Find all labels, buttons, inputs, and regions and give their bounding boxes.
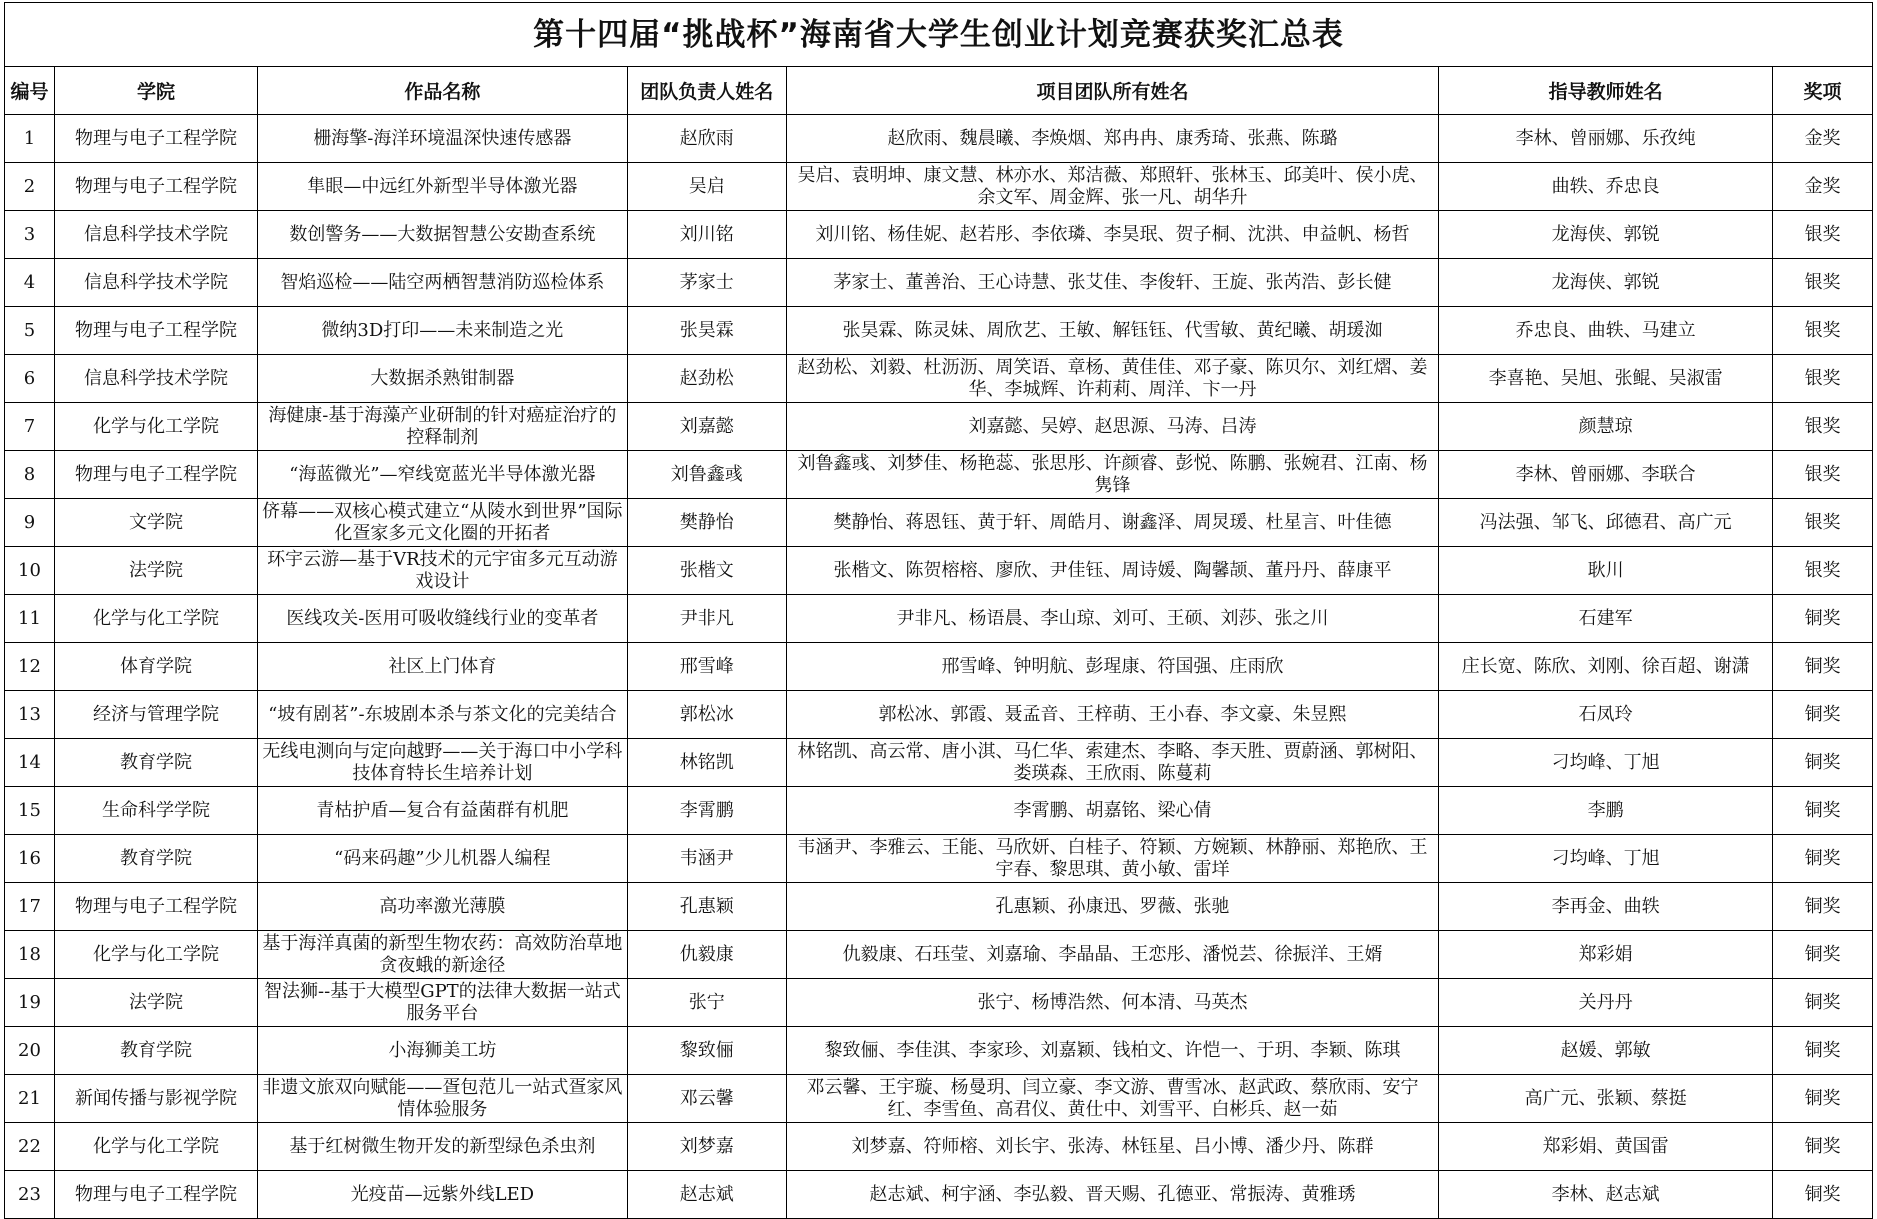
cell-team-members: 邢雪峰、钟明航、彭瑆康、符国强、庄雨欣 <box>786 643 1438 691</box>
cell-team-leader: 黎致俪 <box>627 1027 786 1075</box>
cell-award: 铜奖 <box>1773 979 1873 1027</box>
cell-college: 文学院 <box>54 499 257 547</box>
cell-number: 19 <box>5 979 55 1027</box>
cell-advisors: 乔忠良、曲轶、马建立 <box>1439 307 1773 355</box>
cell-advisors: 龙海侠、郭锐 <box>1439 211 1773 259</box>
cell-advisors: 龙海侠、郭锐 <box>1439 259 1773 307</box>
cell-team-members: 张宁、杨博浩然、何本清、马英杰 <box>786 979 1438 1027</box>
cell-team-leader: 赵志斌 <box>627 1171 786 1219</box>
cell-college: 物理与电子工程学院 <box>54 1171 257 1219</box>
cell-award: 金奖 <box>1773 115 1873 163</box>
cell-college: 化学与化工学院 <box>54 403 257 451</box>
cell-college: 物理与电子工程学院 <box>54 307 257 355</box>
cell-advisors: 高广元、张颖、蔡挺 <box>1439 1075 1773 1123</box>
cell-team-leader: 刘鲁鑫彧 <box>627 451 786 499</box>
cell-advisors: 李林、赵志斌 <box>1439 1171 1773 1219</box>
cell-team-leader: 郭松冰 <box>627 691 786 739</box>
cell-project-name: 基于海洋真菌的新型生物农药：高效防治草地贪夜蛾的新途径 <box>258 931 628 979</box>
cell-team-members: 茅家士、董善治、王心诗慧、张艾佳、李俊轩、王旋、张芮浩、彭长健 <box>786 259 1438 307</box>
cell-team-leader: 孔惠颖 <box>627 883 786 931</box>
table-row <box>5 163 1873 211</box>
cell-project-name: 高功率激光薄膜 <box>258 883 628 931</box>
table-row <box>5 739 1873 787</box>
cell-number: 9 <box>5 499 55 547</box>
cell-project-name: 栅海擎-海洋环境温深快速传感器 <box>258 115 628 163</box>
cell-team-leader: 张昊霖 <box>627 307 786 355</box>
header-college: 学院 <box>54 67 257 115</box>
header-team-members: 项目团队所有姓名 <box>786 67 1438 115</box>
cell-team-members: 张楷文、陈贺榕榕、廖欣、尹佳钰、周诗媛、陶馨颉、董丹丹、薛康平 <box>786 547 1438 595</box>
cell-college: 法学院 <box>54 547 257 595</box>
cell-team-members: 赵志斌、柯宇涵、李弘毅、晋天赐、孔德亚、常振涛、黄雅琇 <box>786 1171 1438 1219</box>
cell-college: 信息科学技术学院 <box>54 355 257 403</box>
cell-project-name: 隼眼—中远红外新型半导体激光器 <box>258 163 628 211</box>
cell-team-members: 赵欣雨、魏晨曦、李焕烟、郑冉冉、康秀琦、张燕、陈璐 <box>786 115 1438 163</box>
cell-project-name: 医线攻关-医用可吸收缝线行业的变革者 <box>258 595 628 643</box>
cell-advisors: 关丹丹 <box>1439 979 1773 1027</box>
cell-team-members: 赵劲松、刘毅、杜沥沥、周笑语、章杨、黄佳佳、邓子豪、陈贝尔、刘红熠、姜华、李城辉、许莉莉、周洋、卞一丹 <box>786 355 1438 403</box>
cell-college: 新闻传播与影视学院 <box>54 1075 257 1123</box>
cell-number: 5 <box>5 307 55 355</box>
cell-award: 银奖 <box>1773 451 1873 499</box>
cell-college: 化学与化工学院 <box>54 1123 257 1171</box>
cell-advisors: 冯法强、邹飞、邱德君、高广元 <box>1439 499 1773 547</box>
table-row <box>5 979 1873 1027</box>
sheet-title: 第十四届“挑战杯”海南省大学生创业计划竞赛获奖汇总表 <box>4 2 1873 66</box>
table-row <box>5 403 1873 451</box>
cell-number: 14 <box>5 739 55 787</box>
cell-award: 铜奖 <box>1773 691 1873 739</box>
cell-team-leader: 茅家士 <box>627 259 786 307</box>
table-row <box>5 115 1873 163</box>
header-number: 编号 <box>5 67 55 115</box>
cell-team-members: 林铭凯、高云常、唐小淇、马仁华、索建杰、李略、李天胜、贾蔚涵、郭树阳、娄瑛森、王欣雨、陈蔓莉 <box>786 739 1438 787</box>
cell-award: 铜奖 <box>1773 739 1873 787</box>
cell-number: 16 <box>5 835 55 883</box>
cell-award: 银奖 <box>1773 499 1873 547</box>
cell-advisors: 刁均峰、丁旭 <box>1439 739 1773 787</box>
cell-award: 银奖 <box>1773 355 1873 403</box>
cell-team-members: 仇毅康、石珏莹、刘嘉瑜、李晶晶、王恋彤、潘悦芸、徐振洋、王婿 <box>786 931 1438 979</box>
cell-project-name: 智焰巡检——陆空两栖智慧消防巡检体系 <box>258 259 628 307</box>
cell-team-members: 刘川铭、杨佳妮、赵若彤、李依璘、李昊珉、贺子桐、沈洪、申益帆、杨哲 <box>786 211 1438 259</box>
cell-number: 21 <box>5 1075 55 1123</box>
cell-advisors: 李鹏 <box>1439 787 1773 835</box>
cell-award: 铜奖 <box>1773 883 1873 931</box>
table-row <box>5 1075 1873 1123</box>
cell-team-members: 刘嘉懿、吴婷、赵思源、马涛、吕涛 <box>786 403 1438 451</box>
cell-number: 10 <box>5 547 55 595</box>
cell-project-name: 社区上门体育 <box>258 643 628 691</box>
table-row <box>5 499 1873 547</box>
cell-number: 4 <box>5 259 55 307</box>
cell-number: 3 <box>5 211 55 259</box>
cell-advisors: 李林、曾丽娜、李联合 <box>1439 451 1773 499</box>
cell-number: 8 <box>5 451 55 499</box>
cell-number: 12 <box>5 643 55 691</box>
cell-advisors: 郑彩娟、黄国雷 <box>1439 1123 1773 1171</box>
cell-project-name: 青枯护盾—复合有益菌群有机肥 <box>258 787 628 835</box>
header-project-name: 作品名称 <box>258 67 628 115</box>
table-row <box>5 595 1873 643</box>
cell-college: 信息科学技术学院 <box>54 259 257 307</box>
cell-number: 17 <box>5 883 55 931</box>
table-row <box>5 451 1873 499</box>
cell-advisors: 李林、曾丽娜、乐孜纯 <box>1439 115 1773 163</box>
cell-team-leader: 刘川铭 <box>627 211 786 259</box>
table-row <box>5 931 1873 979</box>
cell-award: 铜奖 <box>1773 1027 1873 1075</box>
cell-team-leader: 尹非凡 <box>627 595 786 643</box>
cell-advisors: 耿川 <box>1439 547 1773 595</box>
cell-award: 银奖 <box>1773 211 1873 259</box>
table-row <box>5 547 1873 595</box>
cell-award: 铜奖 <box>1773 835 1873 883</box>
header-row <box>5 67 1873 115</box>
cell-advisors: 曲轶、乔忠良 <box>1439 163 1773 211</box>
cell-college: 信息科学技术学院 <box>54 211 257 259</box>
header-advisors: 指导教师姓名 <box>1439 67 1773 115</box>
cell-advisors: 颜慧琼 <box>1439 403 1773 451</box>
cell-college: 教育学院 <box>54 739 257 787</box>
cell-number: 2 <box>5 163 55 211</box>
cell-project-name: 数创警务——大数据智慧公安勘查系统 <box>258 211 628 259</box>
table-row <box>5 1171 1873 1219</box>
cell-project-name: 大数据杀熟钳制器 <box>258 355 628 403</box>
cell-college: 物理与电子工程学院 <box>54 883 257 931</box>
cell-college: 物理与电子工程学院 <box>54 115 257 163</box>
cell-award: 铜奖 <box>1773 787 1873 835</box>
cell-award: 铜奖 <box>1773 1075 1873 1123</box>
cell-advisors: 石建军 <box>1439 595 1773 643</box>
table-row <box>5 307 1873 355</box>
cell-advisors: 李喜艳、吴旭、张鲲、吴淑雷 <box>1439 355 1773 403</box>
table-row <box>5 787 1873 835</box>
cell-team-leader: 韦涵尹 <box>627 835 786 883</box>
table-row <box>5 1123 1873 1171</box>
cell-team-members: 樊静怡、蒋恩钰、黄于轩、周皓月、谢鑫泽、周炅瑗、杜星言、叶佳德 <box>786 499 1438 547</box>
cell-number: 22 <box>5 1123 55 1171</box>
cell-project-name: “码来码趣”少儿机器人编程 <box>258 835 628 883</box>
table-row <box>5 259 1873 307</box>
cell-team-leader: 李霄鹏 <box>627 787 786 835</box>
header-award: 奖项 <box>1773 67 1873 115</box>
cell-team-members: 郭松冰、郭霞、聂孟音、王梓萌、王小春、李文豪、朱昱熙 <box>786 691 1438 739</box>
cell-college: 物理与电子工程学院 <box>54 451 257 499</box>
cell-project-name: 海健康-基于海藻产业研制的针对癌症治疗的控释制剂 <box>258 403 628 451</box>
award-summary-sheet <box>4 2 1873 1214</box>
cell-team-members: 张昊霖、陈灵妹、周欣艺、王敏、解钰钰、代雪敏、黄纪曦、胡瑗洳 <box>786 307 1438 355</box>
table-row <box>5 1027 1873 1075</box>
cell-project-name: 智法狮--基于大模型GPT的法律大数据一站式服务平台 <box>258 979 628 1027</box>
cell-number: 13 <box>5 691 55 739</box>
cell-team-members: 尹非凡、杨语晨、李山琼、刘可、王硕、刘莎、张之川 <box>786 595 1438 643</box>
cell-team-members: 黎致俪、李佳淇、李家珍、刘嘉颖、钱柏文、许恺一、于玥、李颖、陈琪 <box>786 1027 1438 1075</box>
cell-team-leader: 樊静怡 <box>627 499 786 547</box>
cell-project-name: 基于红树微生物开发的新型绿色杀虫剂 <box>258 1123 628 1171</box>
cell-college: 物理与电子工程学院 <box>54 163 257 211</box>
table-row <box>5 355 1873 403</box>
cell-college: 经济与管理学院 <box>54 691 257 739</box>
cell-team-leader: 吴启 <box>627 163 786 211</box>
cell-award: 铜奖 <box>1773 1171 1873 1219</box>
cell-award: 铜奖 <box>1773 643 1873 691</box>
cell-college: 生命科学学院 <box>54 787 257 835</box>
cell-team-members: 邓云馨、王宇璇、杨曼玥、闫立豪、李文游、曹雪冰、赵武政、蔡欣雨、安宁红、李雪鱼、高君仪、黄仕中、刘雪平、白彬兵、赵一茹 <box>786 1075 1438 1123</box>
header-team-leader: 团队负责人姓名 <box>627 67 786 115</box>
cell-number: 20 <box>5 1027 55 1075</box>
cell-team-leader: 邢雪峰 <box>627 643 786 691</box>
cell-number: 23 <box>5 1171 55 1219</box>
cell-number: 1 <box>5 115 55 163</box>
cell-award: 银奖 <box>1773 547 1873 595</box>
cell-college: 法学院 <box>54 979 257 1027</box>
cell-team-leader: 林铭凯 <box>627 739 786 787</box>
cell-team-members: 刘梦嘉、符师榕、刘长宇、张涛、林钰星、吕小博、潘少丹、陈群 <box>786 1123 1438 1171</box>
cell-award: 金奖 <box>1773 163 1873 211</box>
cell-project-name: “坡有剧茗”-东坡剧本杀与茶文化的完美结合 <box>258 691 628 739</box>
cell-project-name: 环宇云游—基于VR技术的元宇宙多元互动游戏设计 <box>258 547 628 595</box>
cell-award: 银奖 <box>1773 259 1873 307</box>
cell-award: 铜奖 <box>1773 1123 1873 1171</box>
cell-project-name: “海蓝微光”—窄线宽蓝光半导体激光器 <box>258 451 628 499</box>
cell-advisors: 李再金、曲轶 <box>1439 883 1773 931</box>
cell-number: 18 <box>5 931 55 979</box>
cell-advisors: 赵媛、郭敏 <box>1439 1027 1773 1075</box>
table-row <box>5 883 1873 931</box>
cell-advisors: 石凤玲 <box>1439 691 1773 739</box>
table-row <box>5 835 1873 883</box>
cell-project-name: 微纳3D打印——未来制造之光 <box>258 307 628 355</box>
cell-number: 11 <box>5 595 55 643</box>
cell-advisors: 郑彩娟 <box>1439 931 1773 979</box>
cell-team-leader: 邓云馨 <box>627 1075 786 1123</box>
cell-team-members: 吴启、袁明坤、康文慧、林亦水、郑洁薇、郑照轩、张林玉、邱美叶、侯小虎、余文军、周金辉、张一凡、胡华升 <box>786 163 1438 211</box>
cell-project-name: 无线电测向与定向越野——关于海口中小学科技体育特长生培养计划 <box>258 739 628 787</box>
cell-team-leader: 张宁 <box>627 979 786 1027</box>
cell-project-name: 非遗文旅双向赋能——疍包范儿一站式疍家风情体验服务 <box>258 1075 628 1123</box>
cell-team-leader: 仇毅康 <box>627 931 786 979</box>
cell-team-leader: 赵劲松 <box>627 355 786 403</box>
cell-project-name: 光疫苗—远紫外线LED <box>258 1171 628 1219</box>
cell-college: 化学与化工学院 <box>54 931 257 979</box>
cell-team-leader: 刘梦嘉 <box>627 1123 786 1171</box>
cell-team-members: 刘鲁鑫彧、刘梦佳、杨艳蕊、张思彤、许颜睿、彭悦、陈鹏、张婉君、江南、杨隽锋 <box>786 451 1438 499</box>
cell-advisors: 庄长宽、陈欣、刘刚、徐百超、谢潇 <box>1439 643 1773 691</box>
cell-project-name: 侪幕——双核心模式建立“从陵水到世界”国际化疍家多元文化圈的开拓者 <box>258 499 628 547</box>
cell-team-leader: 赵欣雨 <box>627 115 786 163</box>
cell-number: 7 <box>5 403 55 451</box>
cell-award: 银奖 <box>1773 403 1873 451</box>
cell-number: 15 <box>5 787 55 835</box>
cell-college: 化学与化工学院 <box>54 595 257 643</box>
cell-advisors: 刁均峰、丁旭 <box>1439 835 1773 883</box>
cell-team-members: 李霄鹏、胡嘉铭、梁心倩 <box>786 787 1438 835</box>
cell-award: 银奖 <box>1773 307 1873 355</box>
cell-number: 6 <box>5 355 55 403</box>
cell-college: 教育学院 <box>54 835 257 883</box>
cell-award: 铜奖 <box>1773 595 1873 643</box>
cell-college: 体育学院 <box>54 643 257 691</box>
table-row <box>5 643 1873 691</box>
award-table <box>4 66 1873 1219</box>
cell-award: 铜奖 <box>1773 931 1873 979</box>
cell-team-leader: 刘嘉懿 <box>627 403 786 451</box>
table-row <box>5 211 1873 259</box>
cell-college: 教育学院 <box>54 1027 257 1075</box>
table-row <box>5 691 1873 739</box>
cell-team-members: 韦涵尹、李雅云、王能、马欣妍、白桂子、符颖、方婉颖、林静丽、郑艳欣、王宇春、黎思琪、黄小敏、雷垟 <box>786 835 1438 883</box>
cell-project-name: 小海狮美工坊 <box>258 1027 628 1075</box>
cell-team-leader: 张楷文 <box>627 547 786 595</box>
cell-team-members: 孔惠颖、孙康迅、罗薇、张驰 <box>786 883 1438 931</box>
